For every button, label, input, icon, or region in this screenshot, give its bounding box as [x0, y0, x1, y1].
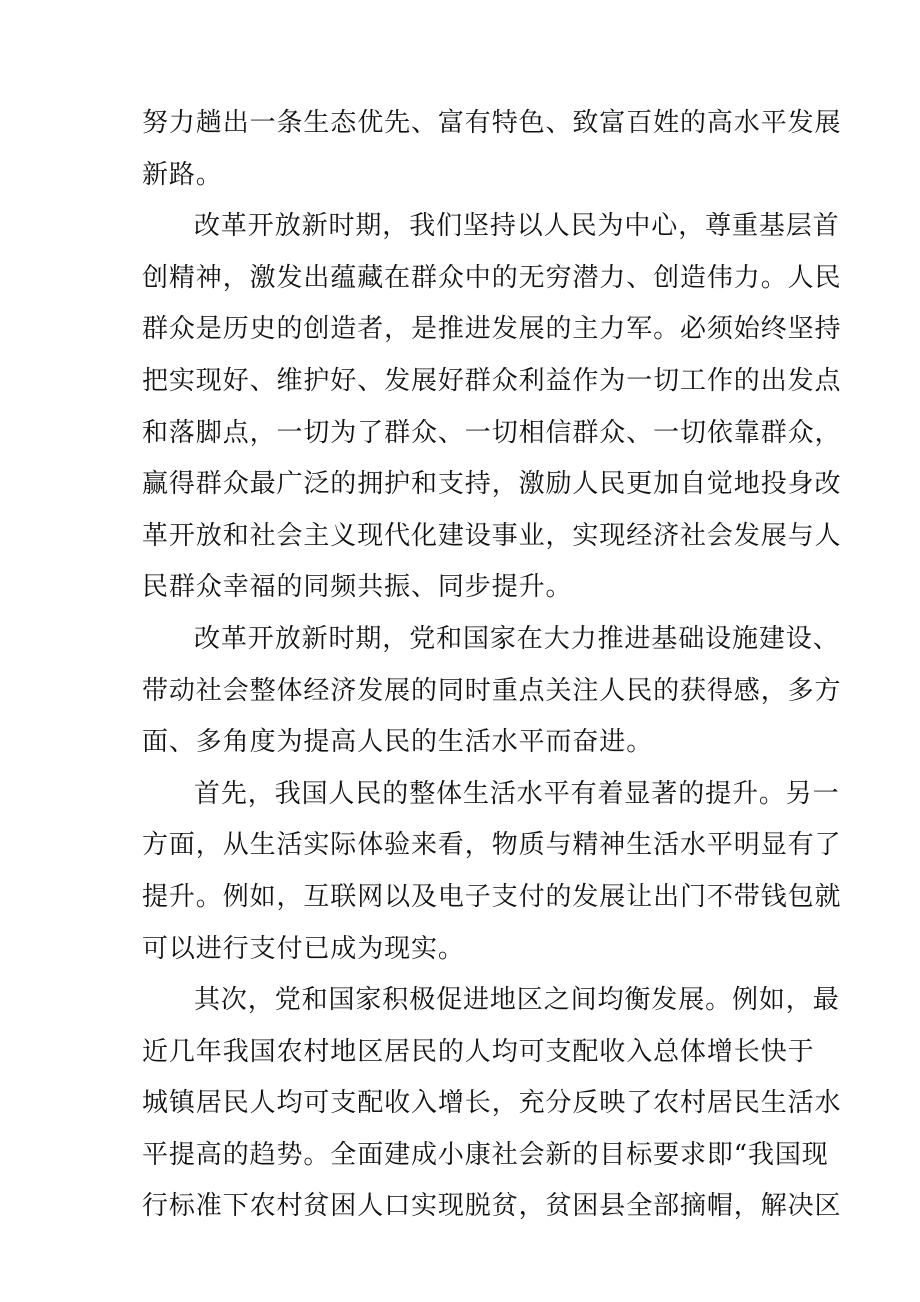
paragraph-1: [142, 98, 842, 201]
text-line: 方面，从生活实际体验来看，物质与精神生活水平明显有了: [142, 830, 842, 861]
text-line: 群众是历史的创造者，是推进发展的主力军。必须始终坚持: [142, 314, 842, 345]
document-body: [142, 98, 842, 1233]
text-line: 新路。: [142, 159, 223, 190]
text-line: 首先，我国人民的整体生活水平有着显著的提升。另一: [194, 778, 840, 809]
text-line: 革开放和社会主义现代化建设事业，实现经济社会发展与人: [142, 520, 842, 551]
text-line: 改革开放新时期，我们坚持以人民为中心，尊重基层首: [194, 211, 840, 242]
text-line: 其次，党和国家积极促进地区之间均衡发展。例如，最: [194, 985, 840, 1016]
text-line: 把实现好、维护好、发展好群众利益作为一切工作的出发点: [142, 365, 842, 396]
text-line: 行标准下农村贫困人口实现脱贫，贫困县全部摘帽，解决区: [142, 1191, 842, 1222]
paragraph-5: [142, 975, 842, 1233]
text-line: 可以进行支付已成为现实。: [142, 933, 465, 964]
text-line: 城镇居民人均可支配收入增长，充分反映了农村居民生活水: [142, 1088, 842, 1119]
paragraph-2: [142, 201, 842, 614]
text-line: 民群众幸福的同频共振、同步提升。: [142, 572, 573, 603]
paragraph-4: [142, 769, 842, 975]
text-line: 改革开放新时期，党和国家在大力推进基础设施建设、: [194, 623, 840, 654]
text-line: 近几年我国农村地区居民的人均可支配收入总体增长快于: [142, 1036, 815, 1067]
text-line: 提升。例如，互联网以及电子支付的发展让出门不带钱包就: [142, 881, 842, 912]
text-line: 赢得群众最广泛的拥护和支持，激励人民更加自觉地投身改: [142, 469, 842, 500]
text-line: 平提高的趋势。全面建成小康社会新的目标要求即“我国现: [142, 1139, 829, 1170]
text-line: 创精神，激发出蕴藏在群众中的无穷潜力、创造伟力。人民: [142, 262, 842, 293]
text-line: 面、多角度为提高人民的生活水平而奋进。: [142, 727, 654, 758]
text-line: 努力趟出一条生态优先、富有特色、致富百姓的高水平发展: [142, 108, 842, 138]
text-line: 带动社会整体经济发展的同时重点关注人民的获得感，多方: [142, 675, 842, 706]
text-line: 和落脚点，一切为了群众、一切相信群众、一切依靠群众，: [142, 417, 842, 448]
paragraph-3: [142, 614, 842, 769]
